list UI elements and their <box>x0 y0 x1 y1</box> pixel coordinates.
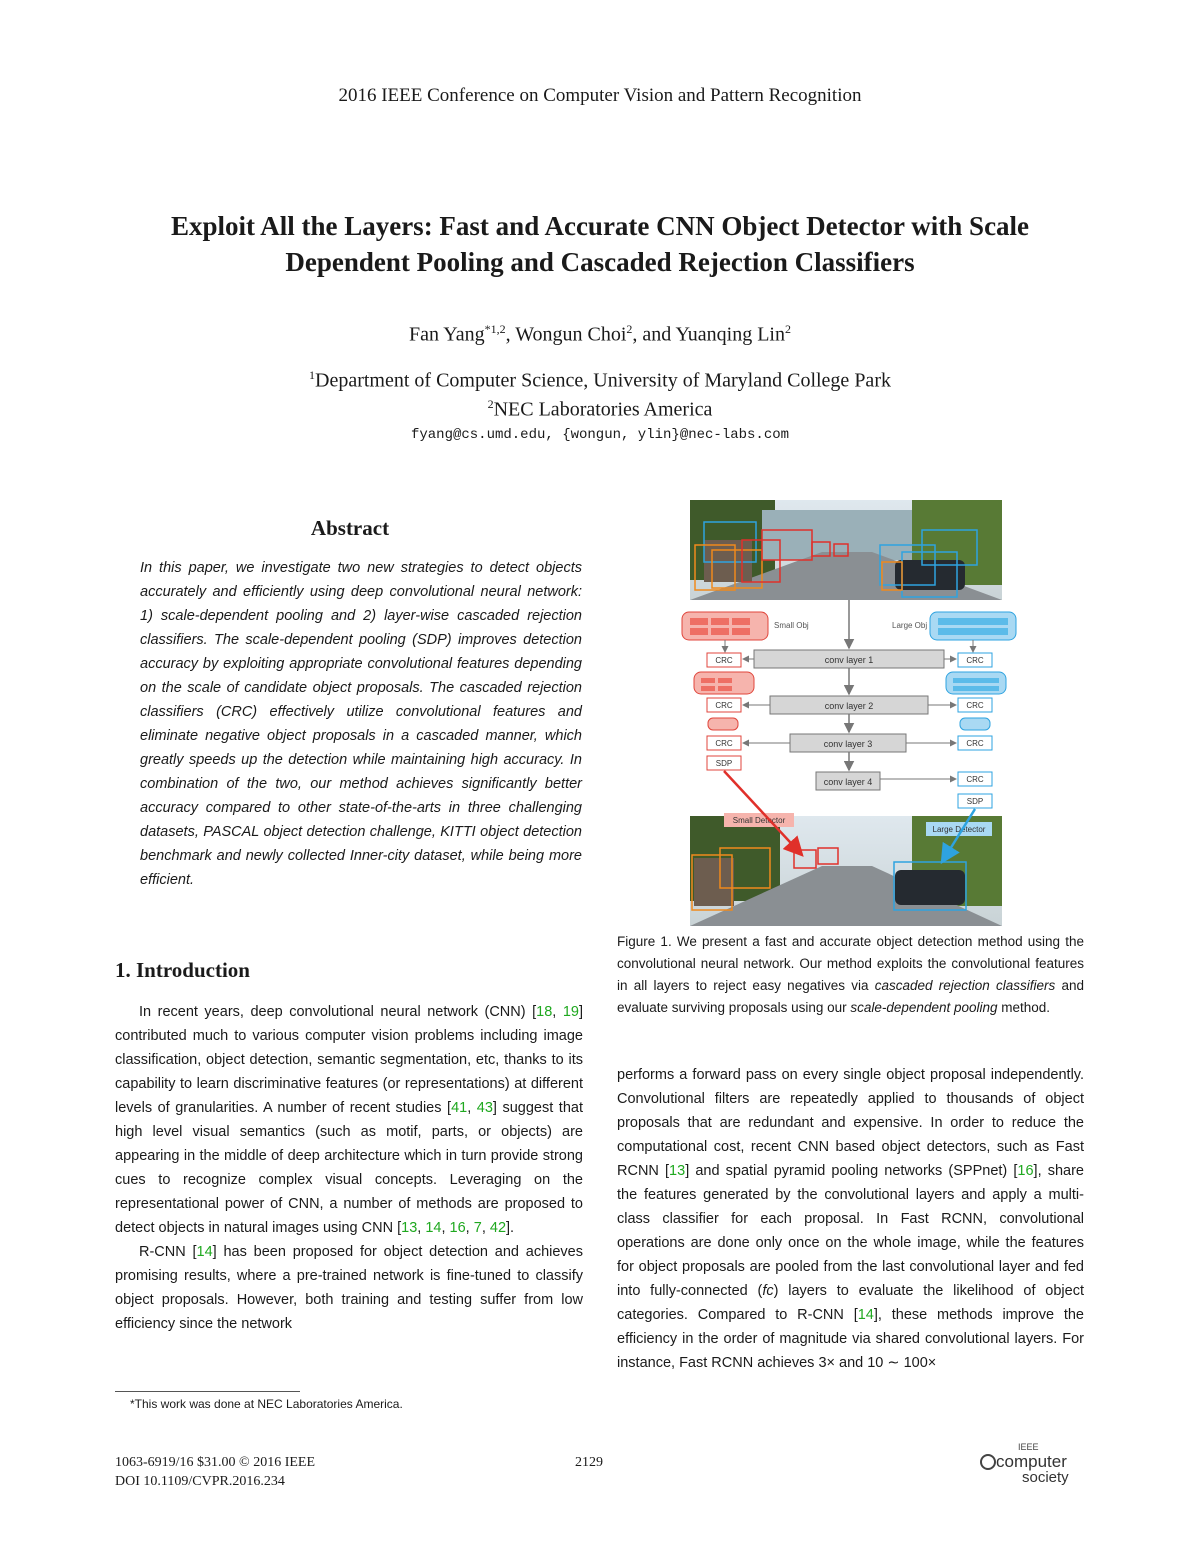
intro-paragraph-1 <box>115 1000 583 1240</box>
ieee-computer-society-logo <box>978 1440 1088 1488</box>
text-run: ] contributed much to various computer vision problems including image classification, object detection, semantic segmentation, etc, thanks to its capability to learn discriminative features (or representations) at different levels of granularities. A number of recent studies [ <box>115 1004 584 1116</box>
figure-1-diagram <box>612 500 1088 926</box>
affil-sup: 2 <box>487 397 494 411</box>
svg-text:computer: computer <box>996 1452 1067 1471</box>
text-run: ], share the features generated by the convolutional layers and apply a multi-class classifier for each proposal. In Fast RCNN, convolutional operations are done only once on the whole image, while the features for object proposals are pooled from the last convolutional layer and fed into fully-connected ( <box>617 1163 1084 1299</box>
citation-link[interactable]: 13 <box>669 1163 686 1179</box>
title-line-2: Dependent Pooling and Cascaded Rejection Classifiers <box>285 247 915 277</box>
svg-text:conv layer 1: conv layer 1 <box>824 655 874 665</box>
svg-text:CRC: CRC <box>966 656 984 665</box>
svg-text:conv layer 4: conv layer 4 <box>823 777 873 787</box>
text-run: , <box>552 1004 563 1020</box>
small-obj-label: Small Obj <box>774 621 809 630</box>
logo-mark-icon <box>981 1455 995 1469</box>
text-run: , <box>481 1220 490 1236</box>
conv-layer-4 <box>816 772 880 790</box>
conference-header: 2016 IEEE Conference on Computer Vision and Pattern Recognition <box>338 85 862 106</box>
text-run: ], these methods improve the efficiency in the order of magnitude via shared convolutional layers. For instance, Fast RCNN achieves 3× and 10 ∼ 100× <box>617 1307 1084 1371</box>
text-run: Figure 1. We present a fast and accurate object detection method using the convolutional neural network. Our method exploits the convolutional features in all layers to reject easy negatives via <box>617 934 1084 993</box>
svg-text:CRC: CRC <box>966 775 984 784</box>
affil-sup: 1 <box>309 368 316 382</box>
right-column-body <box>617 1063 1084 1375</box>
citation-link[interactable]: 42 <box>489 1220 507 1236</box>
author-sup: *1,2 <box>484 322 506 336</box>
text-run: ] and spatial pyramid pooling networks (SPPnet) [ <box>685 1163 1018 1179</box>
text-run: cascaded rejection classifiers <box>874 978 1056 993</box>
issn-line: 1063-6919/16 $31.00 © 2016 IEEE <box>115 1455 316 1470</box>
title-line-1: Exploit All the Layers: Fast and Accurate CNN Object Detector with Scale <box>170 211 1030 241</box>
text-run: method. <box>997 1000 1051 1015</box>
small-detector-label: Small Detector <box>732 816 786 825</box>
figure-caption <box>617 931 1084 1019</box>
footnote: *This work was done at NEC Laboratories America. <box>130 1397 403 1411</box>
text-run: scale-dependent pooling <box>850 1000 998 1015</box>
paper-title <box>100 208 1100 280</box>
text-run: , <box>465 1220 474 1236</box>
citation-link[interactable]: 18 <box>536 1004 553 1020</box>
author-name: , and Yuanqing Lin <box>632 323 785 346</box>
intro-paragraph-2 <box>115 1240 583 1336</box>
large-detector-label: Large Detector <box>932 825 986 834</box>
author-list <box>0 322 1200 347</box>
svg-text:CRC: CRC <box>715 739 733 748</box>
intro-heading: 1. Introduction <box>115 958 250 982</box>
citation-link[interactable]: 13 <box>401 1220 418 1236</box>
affiliation-2 <box>0 397 1200 422</box>
street-photo-top <box>690 500 1002 600</box>
doi-line: DOI 10.1109/CVPR.2016.234 <box>115 1474 285 1489</box>
author-sup: 2 <box>626 322 633 336</box>
conv-layer-3 <box>790 734 906 752</box>
text-run: ] has been proposed for object detection and achieves promising results, where a pre-trained network is fine-tuned to classify object proposals. However, both training and testing suffer from low efficiency since the network <box>115 1244 583 1332</box>
svg-text:CRC: CRC <box>966 701 984 710</box>
text-run: , <box>417 1220 426 1236</box>
small-proposals-pool <box>682 612 768 640</box>
text-run: and evaluate surviving proposals using our <box>617 978 1084 1015</box>
intro-body <box>115 1000 583 1336</box>
svg-text:CRC: CRC <box>715 701 733 710</box>
text-run: In recent years, deep convolutional neural network (CNN) [ <box>139 1004 537 1020</box>
figure-1 <box>612 500 1088 926</box>
svg-text:conv layer 3: conv layer 3 <box>823 739 873 749</box>
text-run: ) layers to evaluate the likelihood of object categories. Compared to R-CNN [ <box>617 1283 1084 1323</box>
svg-text:society: society <box>1022 1469 1069 1486</box>
affil-text: NEC Laboratories America <box>493 398 713 421</box>
citation-link[interactable]: 19 <box>562 1004 579 1020</box>
large-obj-label: Large Obj <box>892 621 928 630</box>
svg-text:SDP: SDP <box>966 797 984 806</box>
text-run: , <box>467 1100 477 1116</box>
svg-text:conv layer 2: conv layer 2 <box>824 701 874 711</box>
author-sup: 2 <box>784 322 791 336</box>
author-name: Fan Yang <box>409 323 485 346</box>
text-run: ]. <box>506 1220 515 1236</box>
citation-link[interactable]: 14 <box>425 1220 442 1236</box>
text-run: performs a forward pass on every single object proposal independently. Convolutional filters are repeatedly applied to thousands of object proposals that are redundant and expensive. In order to reduce the computational cost, recent CNN based object detectors, such as Fast RCNN [ <box>617 1067 1084 1179</box>
text-run: ] suggest that high level visual semantics (such as motif, parts, or objects) are appearing in the middle of deep architecture which in turn provide strong cues to recognize complex visual concepts. Leveraging on the representational power of CNN, a number of methods are proposed to detect objects in natural images using CNN [ <box>115 1100 583 1236</box>
citation-link[interactable]: 14 <box>196 1244 213 1260</box>
conv-layer-2 <box>770 696 928 714</box>
author-emails: fyang@cs.umd.edu, {wongun, ylin}@nec-labs.com <box>410 427 790 443</box>
abstract-heading: Abstract <box>310 516 390 540</box>
affil-text: Department of Computer Science, University of Maryland College Park <box>315 369 891 392</box>
citation-link[interactable]: 7 <box>473 1220 482 1236</box>
footnote-rule <box>115 1391 300 1392</box>
text-run: , <box>441 1220 450 1236</box>
text-run: R-CNN [ <box>139 1244 197 1260</box>
citation-link[interactable]: 14 <box>857 1307 874 1323</box>
citation-link[interactable]: 16 <box>449 1220 466 1236</box>
citation-link[interactable]: 16 <box>1017 1163 1034 1179</box>
conv-layer-1 <box>754 650 944 668</box>
abstract-text: In this paper, we investigate two new strategies to detect objects accurately and efficiently using deep convolutional neural network: 1) scale-dependent pooling and 2) layer-wise cascaded rejection classifiers. The scale-dependent pooling (SDP) improves detection accuracy by exploiting appropriate convolutional features depending on the scale of candidate object proposals. The cascaded rejection classifiers (CRC) effectively utilize convolutional features and eliminate negative object proposals in a cascaded manner, which greatly speeds up the detection while maintaining high accuracy. In combination of the two, our method achieves significantly better accuracy compared to other state-of-the-arts in three challenging datasets, PASCAL object detection challenge, KITTI object detection benchmark and newly collected Inner-city dataset, while being more efficient. <box>140 560 582 888</box>
affiliation-1 <box>0 368 1200 393</box>
large-proposals-pool <box>930 612 1016 640</box>
svg-text:IEEE: IEEE <box>1018 1442 1039 1452</box>
svg-text:CRC: CRC <box>715 656 733 665</box>
svg-text:CRC: CRC <box>966 739 984 748</box>
author-name: , Wongun Choi <box>505 323 627 346</box>
page-number: 2129 <box>575 1455 603 1470</box>
citation-link[interactable]: 41 <box>451 1100 468 1116</box>
svg-text:SDP: SDP <box>715 759 733 768</box>
citation-link[interactable]: 43 <box>476 1100 493 1116</box>
text-run: fc <box>762 1283 774 1299</box>
